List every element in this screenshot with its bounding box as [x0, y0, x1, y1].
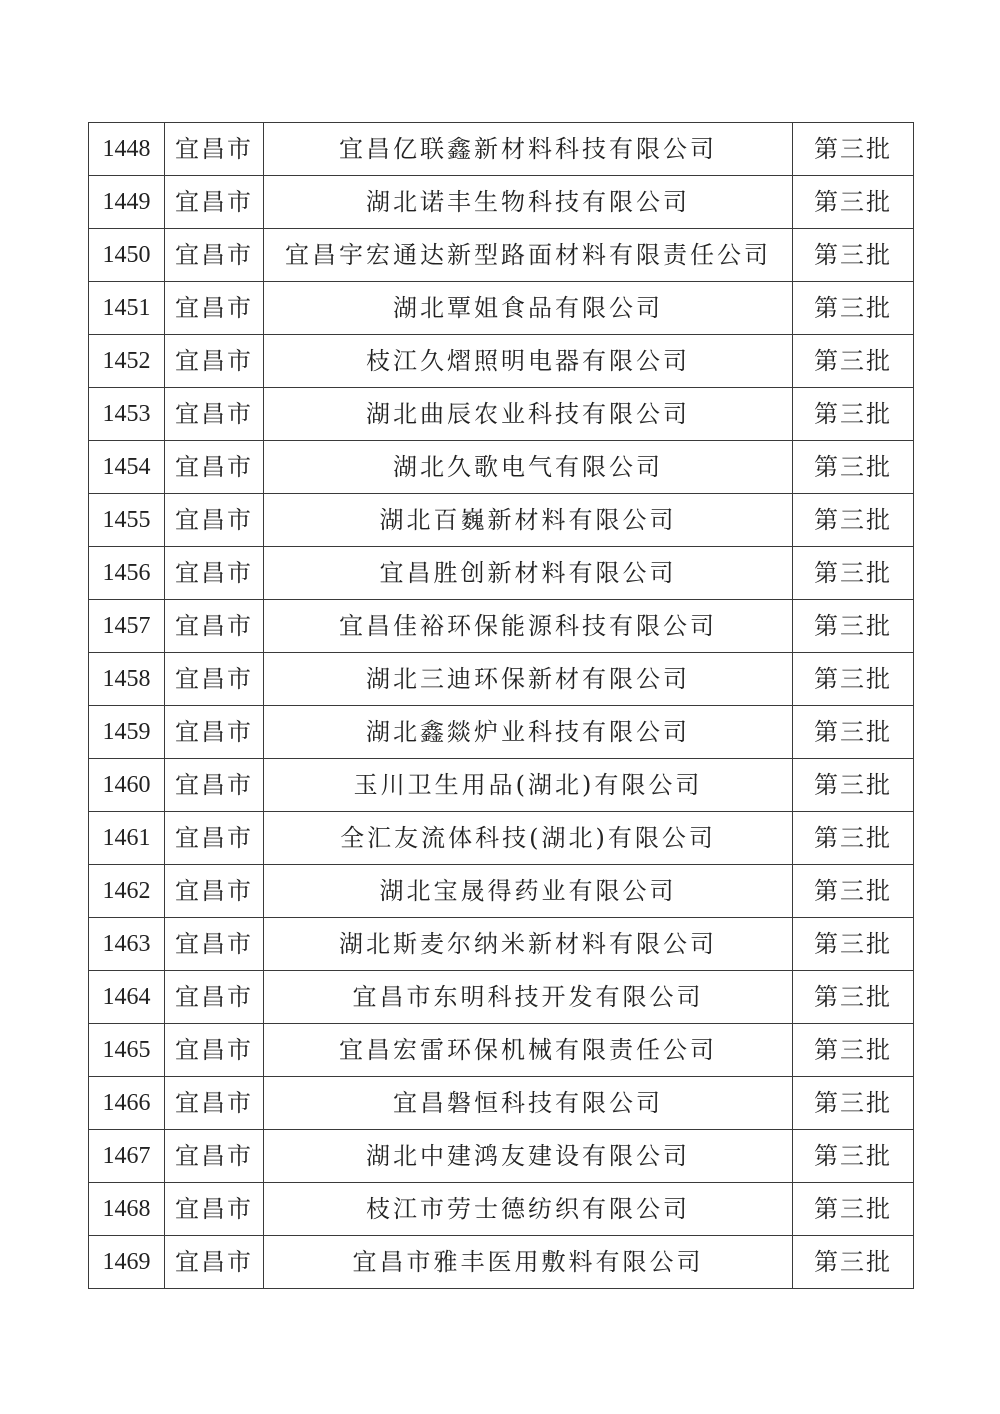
- table-row: [89, 1236, 914, 1289]
- table-body: [89, 123, 914, 1289]
- city-cell: 宜昌市: [165, 547, 264, 600]
- city-cell: 宜昌市: [165, 1024, 264, 1077]
- city-cell: 宜昌市: [165, 176, 264, 229]
- table-row: [89, 706, 914, 759]
- company-name-cell: 宜昌宏雷环保机械有限责任公司: [264, 1024, 793, 1077]
- table-row: [89, 547, 914, 600]
- table-row: [89, 335, 914, 388]
- serial-number-cell: 1457: [89, 600, 165, 653]
- table-row: [89, 1077, 914, 1130]
- company-name-cell: 湖北斯麦尔纳米新材料有限公司: [264, 918, 793, 971]
- batch-cell: 第三批: [793, 706, 914, 759]
- batch-cell: 第三批: [793, 176, 914, 229]
- table-row: [89, 971, 914, 1024]
- serial-number-cell: 1468: [89, 1183, 165, 1236]
- serial-number-cell: 1456: [89, 547, 165, 600]
- company-name-cell: 宜昌亿联鑫新材料科技有限公司: [264, 123, 793, 176]
- table-row: [89, 759, 914, 812]
- company-name-cell: 玉川卫生用品(湖北)有限公司: [264, 759, 793, 812]
- serial-number-cell: 1455: [89, 494, 165, 547]
- table-row: [89, 1183, 914, 1236]
- company-name-cell: 湖北覃姐食品有限公司: [264, 282, 793, 335]
- batch-cell: 第三批: [793, 1024, 914, 1077]
- company-name-cell: 枝江市劳士德纺织有限公司: [264, 1183, 793, 1236]
- serial-number-cell: 1466: [89, 1077, 165, 1130]
- batch-cell: 第三批: [793, 229, 914, 282]
- table-row: [89, 282, 914, 335]
- batch-cell: 第三批: [793, 441, 914, 494]
- batch-cell: 第三批: [793, 600, 914, 653]
- table-row: [89, 1024, 914, 1077]
- city-cell: 宜昌市: [165, 1236, 264, 1289]
- city-cell: 宜昌市: [165, 123, 264, 176]
- company-list-table: [88, 122, 914, 1289]
- company-name-cell: 全汇友流体科技(湖北)有限公司: [264, 812, 793, 865]
- table-row: [89, 123, 914, 176]
- serial-number-cell: 1463: [89, 918, 165, 971]
- city-cell: 宜昌市: [165, 600, 264, 653]
- city-cell: 宜昌市: [165, 918, 264, 971]
- company-name-cell: 宜昌市雅丰医用敷料有限公司: [264, 1236, 793, 1289]
- batch-cell: 第三批: [793, 865, 914, 918]
- company-name-cell: 湖北久歌电气有限公司: [264, 441, 793, 494]
- city-cell: 宜昌市: [165, 441, 264, 494]
- table-row: [89, 229, 914, 282]
- serial-number-cell: 1458: [89, 653, 165, 706]
- serial-number-cell: 1449: [89, 176, 165, 229]
- company-name-cell: 宜昌磐恒科技有限公司: [264, 1077, 793, 1130]
- table-row: [89, 600, 914, 653]
- company-name-cell: 湖北中建鸿友建设有限公司: [264, 1130, 793, 1183]
- batch-cell: 第三批: [793, 759, 914, 812]
- table-row: [89, 176, 914, 229]
- table-row: [89, 918, 914, 971]
- batch-cell: 第三批: [793, 971, 914, 1024]
- table-row: [89, 1130, 914, 1183]
- serial-number-cell: 1453: [89, 388, 165, 441]
- company-name-cell: 枝江久熠照明电器有限公司: [264, 335, 793, 388]
- batch-cell: 第三批: [793, 547, 914, 600]
- batch-cell: 第三批: [793, 335, 914, 388]
- batch-cell: 第三批: [793, 388, 914, 441]
- serial-number-cell: 1460: [89, 759, 165, 812]
- city-cell: 宜昌市: [165, 1077, 264, 1130]
- company-name-cell: 宜昌佳裕环保能源科技有限公司: [264, 600, 793, 653]
- batch-cell: 第三批: [793, 494, 914, 547]
- serial-number-cell: 1459: [89, 706, 165, 759]
- batch-cell: 第三批: [793, 282, 914, 335]
- city-cell: 宜昌市: [165, 812, 264, 865]
- company-name-cell: 湖北宝晟得药业有限公司: [264, 865, 793, 918]
- company-name-cell: 湖北百巍新材料有限公司: [264, 494, 793, 547]
- company-name-cell: 宜昌宇宏通达新型路面材料有限责任公司: [264, 229, 793, 282]
- city-cell: 宜昌市: [165, 229, 264, 282]
- batch-cell: 第三批: [793, 653, 914, 706]
- city-cell: 宜昌市: [165, 1130, 264, 1183]
- table-row: [89, 812, 914, 865]
- city-cell: 宜昌市: [165, 706, 264, 759]
- table-row: [89, 494, 914, 547]
- company-name-cell: 湖北鑫燚炉业科技有限公司: [264, 706, 793, 759]
- serial-number-cell: 1461: [89, 812, 165, 865]
- city-cell: 宜昌市: [165, 865, 264, 918]
- serial-number-cell: 1448: [89, 123, 165, 176]
- serial-number-cell: 1465: [89, 1024, 165, 1077]
- batch-cell: 第三批: [793, 123, 914, 176]
- batch-cell: 第三批: [793, 1130, 914, 1183]
- city-cell: 宜昌市: [165, 335, 264, 388]
- serial-number-cell: 1451: [89, 282, 165, 335]
- company-name-cell: 湖北诺丰生物科技有限公司: [264, 176, 793, 229]
- serial-number-cell: 1467: [89, 1130, 165, 1183]
- table-row: [89, 865, 914, 918]
- serial-number-cell: 1464: [89, 971, 165, 1024]
- city-cell: 宜昌市: [165, 653, 264, 706]
- serial-number-cell: 1452: [89, 335, 165, 388]
- city-cell: 宜昌市: [165, 759, 264, 812]
- batch-cell: 第三批: [793, 1077, 914, 1130]
- company-name-cell: 宜昌胜创新材料有限公司: [264, 547, 793, 600]
- serial-number-cell: 1450: [89, 229, 165, 282]
- table-row: [89, 388, 914, 441]
- company-name-cell: 湖北三迪环保新材有限公司: [264, 653, 793, 706]
- company-name-cell: 湖北曲辰农业科技有限公司: [264, 388, 793, 441]
- city-cell: 宜昌市: [165, 388, 264, 441]
- serial-number-cell: 1454: [89, 441, 165, 494]
- batch-cell: 第三批: [793, 1236, 914, 1289]
- city-cell: 宜昌市: [165, 494, 264, 547]
- serial-number-cell: 1462: [89, 865, 165, 918]
- city-cell: 宜昌市: [165, 282, 264, 335]
- serial-number-cell: 1469: [89, 1236, 165, 1289]
- batch-cell: 第三批: [793, 1183, 914, 1236]
- table-row: [89, 653, 914, 706]
- city-cell: 宜昌市: [165, 971, 264, 1024]
- city-cell: 宜昌市: [165, 1183, 264, 1236]
- company-name-cell: 宜昌市东明科技开发有限公司: [264, 971, 793, 1024]
- batch-cell: 第三批: [793, 918, 914, 971]
- table-row: [89, 441, 914, 494]
- batch-cell: 第三批: [793, 812, 914, 865]
